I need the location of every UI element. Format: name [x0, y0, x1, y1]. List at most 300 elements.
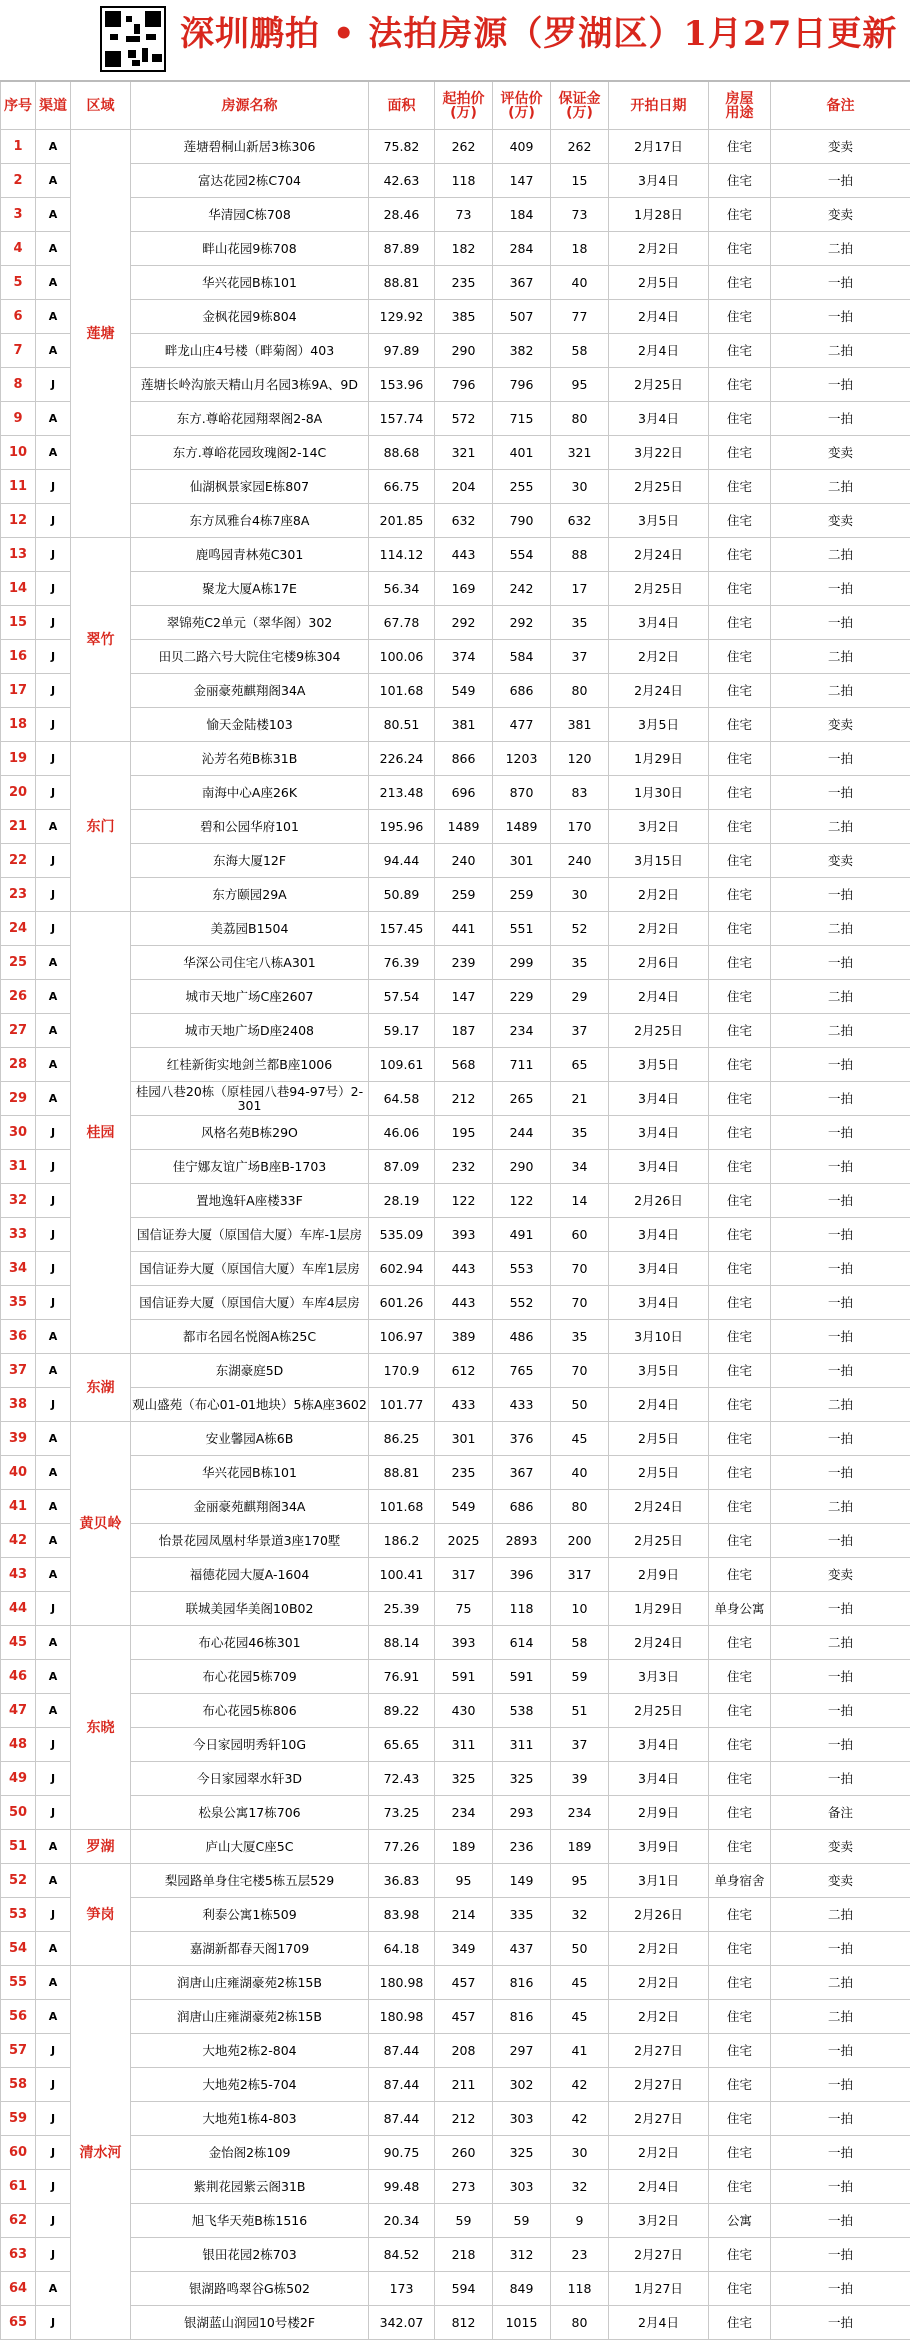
cell-usage: 住宅: [709, 742, 771, 776]
cell-start-price: 240: [435, 844, 493, 878]
cell-appraisal: 335: [493, 1898, 551, 1932]
cell-start-price: 325: [435, 1762, 493, 1796]
cell-name: 都市名园名悦阁A栋25C: [131, 1320, 369, 1354]
cell-channel: A: [36, 1558, 71, 1592]
cell-area: 226.24: [369, 742, 435, 776]
cell-name: 今日家园翠水轩3D: [131, 1762, 369, 1796]
cell-channel: J: [36, 844, 71, 878]
cell-seq: 30: [1, 1116, 36, 1150]
cell-usage: 住宅: [709, 776, 771, 810]
table-row: [1, 980, 910, 1014]
cell-start-price: 457: [435, 2000, 493, 2034]
cell-area: 601.26: [369, 1286, 435, 1320]
table-row: [1, 1728, 910, 1762]
cell-date: 3月4日: [609, 1252, 709, 1286]
cell-deposit: 30: [551, 470, 609, 504]
cell-note: 一拍: [771, 1592, 910, 1626]
cell-deposit: 15: [551, 164, 609, 198]
header-col-start-price: 起拍价 (万): [435, 81, 493, 130]
cell-channel: J: [36, 2136, 71, 2170]
cell-start-price: 321: [435, 436, 493, 470]
cell-name: 红桂新街实地剑兰都B座1006: [131, 1048, 369, 1082]
cell-appraisal: 293: [493, 1796, 551, 1830]
cell-area: 180.98: [369, 2000, 435, 2034]
cell-area: 100.41: [369, 1558, 435, 1592]
cell-usage: 住宅: [709, 606, 771, 640]
cell-date: 3月4日: [609, 1082, 709, 1116]
cell-deposit: 83: [551, 776, 609, 810]
cell-note: 一拍: [771, 1456, 910, 1490]
cell-seq: 43: [1, 1558, 36, 1592]
table-header-row: [1, 81, 910, 130]
cell-appraisal: 376: [493, 1422, 551, 1456]
cell-start-price: 182: [435, 232, 493, 266]
cell-usage: 住宅: [709, 2034, 771, 2068]
cell-date: 3月2日: [609, 2204, 709, 2238]
cell-area: 129.92: [369, 300, 435, 334]
cell-appraisal: 122: [493, 1184, 551, 1218]
cell-channel: J: [36, 708, 71, 742]
cell-area: 101.68: [369, 1490, 435, 1524]
cell-area: 76.91: [369, 1660, 435, 1694]
table-row: [1, 2102, 910, 2136]
cell-seq: 64: [1, 2272, 36, 2306]
cell-start-price: 73: [435, 198, 493, 232]
cell-name: 银湖路鸣翠谷G栋502: [131, 2272, 369, 2306]
table-row: [1, 1184, 910, 1218]
cell-usage: 住宅: [709, 2136, 771, 2170]
cell-note: 一拍: [771, 402, 910, 436]
cell-appraisal: 553: [493, 1252, 551, 1286]
cell-date: 2月26日: [609, 1184, 709, 1218]
cell-name: 仙湖枫景家园E栋807: [131, 470, 369, 504]
cell-usage: 住宅: [709, 1218, 771, 1252]
cell-area: 114.12: [369, 538, 435, 572]
cell-start-price: 443: [435, 1286, 493, 1320]
cell-name: 东方凤雅台4栋7座8A: [131, 504, 369, 538]
cell-name: 莲塘长岭沟旅天精山月名园3栋9A、9D: [131, 368, 369, 402]
cell-seq: 29: [1, 1082, 36, 1116]
cell-date: 2月2日: [609, 2136, 709, 2170]
cell-channel: J: [36, 470, 71, 504]
cell-channel: J: [36, 1898, 71, 1932]
cell-seq: 55: [1, 1966, 36, 2000]
cell-start-price: 262: [435, 130, 493, 164]
table-row: [1, 232, 910, 266]
cell-channel: J: [36, 2068, 71, 2102]
cell-area: 99.48: [369, 2170, 435, 2204]
cell-date: 2月25日: [609, 368, 709, 402]
cell-note: 一拍: [771, 2272, 910, 2306]
cell-area: 87.09: [369, 1150, 435, 1184]
cell-area: 46.06: [369, 1116, 435, 1150]
cell-area: 84.52: [369, 2238, 435, 2272]
cell-start-price: 374: [435, 640, 493, 674]
cell-area: 88.81: [369, 266, 435, 300]
cell-name: 大地苑2栋2-804: [131, 2034, 369, 2068]
cell-name: 庐山大厦C座5C: [131, 1830, 369, 1864]
table-row: [1, 912, 910, 946]
cell-appraisal: 259: [493, 878, 551, 912]
cell-usage: 住宅: [709, 334, 771, 368]
cell-deposit: 39: [551, 1762, 609, 1796]
cell-note: 一拍: [771, 1048, 910, 1082]
cell-usage: 住宅: [709, 436, 771, 470]
cell-name: 田贝二路六号大院住宅楼9栋304: [131, 640, 369, 674]
cell-channel: A: [36, 1320, 71, 1354]
cell-name: 莲塘碧桐山新居3栋306: [131, 130, 369, 164]
cell-date: 1月30日: [609, 776, 709, 810]
table-row: [1, 674, 910, 708]
cell-channel: J: [36, 1218, 71, 1252]
cell-region: 莲塘: [71, 130, 131, 538]
table-row: [1, 368, 910, 402]
cell-appraisal: 396: [493, 1558, 551, 1592]
cell-note: 二拍: [771, 810, 910, 844]
header-col-appraisal: 评估价 (万): [493, 81, 551, 130]
cell-name: 国信证券大厦（原国信大厦）车库-1层房: [131, 1218, 369, 1252]
cell-note: 一拍: [771, 2034, 910, 2068]
cell-area: 180.98: [369, 1966, 435, 2000]
header-col-note: 备注: [771, 81, 910, 130]
cell-usage: 住宅: [709, 674, 771, 708]
cell-usage: 住宅: [709, 1014, 771, 1048]
cell-channel: A: [36, 1626, 71, 1660]
cell-channel: A: [36, 232, 71, 266]
cell-start-price: 169: [435, 572, 493, 606]
header-col-region: 区域: [71, 81, 131, 130]
cell-start-price: 812: [435, 2306, 493, 2340]
cell-date: 2月24日: [609, 674, 709, 708]
cell-name: 置地逸轩A座楼33F: [131, 1184, 369, 1218]
table-row: [1, 1456, 910, 1490]
cell-deposit: 18: [551, 232, 609, 266]
cell-appraisal: 551: [493, 912, 551, 946]
cell-region: 桂园: [71, 912, 131, 1354]
qr-code-icon: [100, 6, 166, 72]
cell-region: 笋岗: [71, 1864, 131, 1966]
cell-area: 59.17: [369, 1014, 435, 1048]
cell-deposit: 45: [551, 1422, 609, 1456]
cell-start-price: 208: [435, 2034, 493, 2068]
cell-usage: 住宅: [709, 1932, 771, 1966]
cell-deposit: 52: [551, 912, 609, 946]
cell-appraisal: 870: [493, 776, 551, 810]
cell-start-price: 393: [435, 1218, 493, 1252]
cell-channel: A: [36, 266, 71, 300]
cell-note: 一拍: [771, 1354, 910, 1388]
cell-name: 银湖蓝山润园10号楼2F: [131, 2306, 369, 2340]
cell-date: 3月4日: [609, 1218, 709, 1252]
cell-appraisal: 790: [493, 504, 551, 538]
cell-appraisal: 290: [493, 1150, 551, 1184]
cell-usage: 住宅: [709, 1184, 771, 1218]
cell-usage: 住宅: [709, 2238, 771, 2272]
cell-appraisal: 816: [493, 2000, 551, 2034]
table-row: [1, 2034, 910, 2068]
cell-deposit: 30: [551, 878, 609, 912]
cell-date: 2月27日: [609, 2238, 709, 2272]
cell-deposit: 58: [551, 334, 609, 368]
cell-name: 华清园C栋708: [131, 198, 369, 232]
cell-area: 65.65: [369, 1728, 435, 1762]
cell-usage: 住宅: [709, 980, 771, 1014]
cell-area: 87.89: [369, 232, 435, 266]
cell-note: 一拍: [771, 1422, 910, 1456]
cell-start-price: 214: [435, 1898, 493, 1932]
cell-channel: A: [36, 980, 71, 1014]
cell-usage: 住宅: [709, 1728, 771, 1762]
cell-deposit: 40: [551, 266, 609, 300]
cell-name: 国信证券大厦（原国信大厦）车库1层房: [131, 1252, 369, 1286]
cell-seq: 34: [1, 1252, 36, 1286]
cell-channel: A: [36, 164, 71, 198]
cell-deposit: 21: [551, 1082, 609, 1116]
cell-channel: A: [36, 402, 71, 436]
cell-area: 90.75: [369, 2136, 435, 2170]
cell-date: 3月4日: [609, 1150, 709, 1184]
cell-date: 2月25日: [609, 470, 709, 504]
cell-usage: 住宅: [709, 1490, 771, 1524]
cell-deposit: 70: [551, 1252, 609, 1286]
cell-deposit: 45: [551, 2000, 609, 2034]
page-title: 深圳鹏拍 • 法拍房源（罗湖区）1月27日更新: [180, 14, 898, 54]
cell-channel: J: [36, 674, 71, 708]
cell-appraisal: 1015: [493, 2306, 551, 2340]
cell-usage: 住宅: [709, 2272, 771, 2306]
cell-name: 旭飞华天苑B栋1516: [131, 2204, 369, 2238]
cell-note: 一拍: [771, 1660, 910, 1694]
cell-seq: 36: [1, 1320, 36, 1354]
cell-deposit: 37: [551, 1014, 609, 1048]
cell-date: 3月5日: [609, 708, 709, 742]
cell-usage: 住宅: [709, 368, 771, 402]
cell-seq: 21: [1, 810, 36, 844]
cell-appraisal: 765: [493, 1354, 551, 1388]
cell-usage: 住宅: [709, 1966, 771, 2000]
cell-start-price: 95: [435, 1864, 493, 1898]
cell-seq: 49: [1, 1762, 36, 1796]
table-row: [1, 810, 910, 844]
cell-deposit: 80: [551, 674, 609, 708]
table-row: [1, 708, 910, 742]
cell-channel: J: [36, 606, 71, 640]
cell-name: 利泰公寓1栋509: [131, 1898, 369, 1932]
cell-deposit: 118: [551, 2272, 609, 2306]
cell-note: 一拍: [771, 742, 910, 776]
cell-start-price: 549: [435, 1490, 493, 1524]
cell-channel: J: [36, 1150, 71, 1184]
cell-start-price: 259: [435, 878, 493, 912]
cell-name: 东湖豪庭5D: [131, 1354, 369, 1388]
cell-name: 城市天地广场D座2408: [131, 1014, 369, 1048]
cell-seq: 26: [1, 980, 36, 1014]
cell-appraisal: 302: [493, 2068, 551, 2102]
table-row: [1, 538, 910, 572]
cell-name: 华兴花园B栋101: [131, 1456, 369, 1490]
cell-name: 松泉公寓17栋706: [131, 1796, 369, 1830]
cell-deposit: 95: [551, 1864, 609, 1898]
cell-note: 二拍: [771, 1966, 910, 2000]
cell-area: 75.82: [369, 130, 435, 164]
cell-name: 华深公司住宅八栋A301: [131, 946, 369, 980]
cell-deposit: 80: [551, 2306, 609, 2340]
cell-date: 3月5日: [609, 504, 709, 538]
cell-appraisal: 244: [493, 1116, 551, 1150]
cell-name: 桂园八巷20栋（原桂园八巷94-97号）2-301: [131, 1082, 369, 1116]
cell-area: 157.45: [369, 912, 435, 946]
cell-appraisal: 538: [493, 1694, 551, 1728]
cell-start-price: 385: [435, 300, 493, 334]
cell-start-price: 239: [435, 946, 493, 980]
table-row: [1, 2068, 910, 2102]
cell-start-price: 211: [435, 2068, 493, 2102]
cell-channel: J: [36, 2238, 71, 2272]
table-row: [1, 1592, 910, 1626]
cell-channel: J: [36, 912, 71, 946]
cell-date: 3月5日: [609, 1048, 709, 1082]
cell-usage: 住宅: [709, 1558, 771, 1592]
cell-appraisal: 118: [493, 1592, 551, 1626]
cell-name: 愉天金陆楼103: [131, 708, 369, 742]
cell-usage: 住宅: [709, 1456, 771, 1490]
cell-deposit: 45: [551, 1966, 609, 2000]
cell-name: 怡景花园凤凰村华景道3座170墅: [131, 1524, 369, 1558]
cell-name: 布心花园5栋806: [131, 1694, 369, 1728]
cell-deposit: 37: [551, 640, 609, 674]
cell-name: 联城美园华美阁10B02: [131, 1592, 369, 1626]
cell-name: 畔龙山庄4号楼（畔菊阁）403: [131, 334, 369, 368]
table-row: [1, 1490, 910, 1524]
cell-channel: A: [36, 1422, 71, 1456]
cell-area: 20.34: [369, 2204, 435, 2238]
cell-channel: J: [36, 2102, 71, 2136]
cell-start-price: 290: [435, 334, 493, 368]
cell-area: 72.43: [369, 1762, 435, 1796]
cell-deposit: 60: [551, 1218, 609, 1252]
cell-date: 2月4日: [609, 2306, 709, 2340]
cell-start-price: 1489: [435, 810, 493, 844]
cell-usage: 住宅: [709, 130, 771, 164]
header-col-area: 面积: [369, 81, 435, 130]
cell-area: 173: [369, 2272, 435, 2306]
cell-name: 金丽豪苑麒翔阁34A: [131, 674, 369, 708]
cell-seq: 65: [1, 2306, 36, 2340]
cell-deposit: 37: [551, 1728, 609, 1762]
cell-name: 紫荆花园紫云阁31B: [131, 2170, 369, 2204]
table-row: [1, 776, 910, 810]
cell-area: 73.25: [369, 1796, 435, 1830]
cell-note: 二拍: [771, 2000, 910, 2034]
cell-start-price: 612: [435, 1354, 493, 1388]
cell-note: 二拍: [771, 334, 910, 368]
cell-appraisal: 507: [493, 300, 551, 334]
cell-usage: 单身宿舍: [709, 1864, 771, 1898]
cell-seq: 19: [1, 742, 36, 776]
table-row: [1, 1218, 910, 1252]
cell-note: 二拍: [771, 1626, 910, 1660]
cell-area: 186.2: [369, 1524, 435, 1558]
cell-area: 87.44: [369, 2034, 435, 2068]
cell-start-price: 381: [435, 708, 493, 742]
cell-deposit: 120: [551, 742, 609, 776]
cell-deposit: 321: [551, 436, 609, 470]
cell-note: 二拍: [771, 1388, 910, 1422]
cell-seq: 15: [1, 606, 36, 640]
table-row: [1, 198, 910, 232]
cell-channel: J: [36, 1116, 71, 1150]
cell-seq: 24: [1, 912, 36, 946]
cell-usage: 住宅: [709, 1762, 771, 1796]
cell-usage: 住宅: [709, 2000, 771, 2034]
cell-name: 梨园路单身住宅楼5栋五层529: [131, 1864, 369, 1898]
cell-start-price: 317: [435, 1558, 493, 1592]
table-row: [1, 1558, 910, 1592]
cell-usage: 住宅: [709, 2170, 771, 2204]
table-row: [1, 2306, 910, 2340]
cell-deposit: 70: [551, 1354, 609, 1388]
cell-channel: A: [36, 810, 71, 844]
cell-seq: 16: [1, 640, 36, 674]
table-row: [1, 1320, 910, 1354]
cell-appraisal: 149: [493, 1864, 551, 1898]
cell-start-price: 232: [435, 1150, 493, 1184]
cell-channel: J: [36, 2170, 71, 2204]
cell-seq: 53: [1, 1898, 36, 1932]
cell-date: 2月2日: [609, 912, 709, 946]
cell-appraisal: 312: [493, 2238, 551, 2272]
table-row: [1, 504, 910, 538]
header-col-seq: 序号: [1, 81, 36, 130]
table-row: [1, 2136, 910, 2170]
cell-area: 83.98: [369, 1898, 435, 1932]
cell-deposit: 189: [551, 1830, 609, 1864]
cell-seq: 31: [1, 1150, 36, 1184]
cell-area: 36.83: [369, 1864, 435, 1898]
cell-area: 101.77: [369, 1388, 435, 1422]
table-row: [1, 266, 910, 300]
cell-deposit: 35: [551, 946, 609, 980]
cell-start-price: 235: [435, 1456, 493, 1490]
cell-appraisal: 477: [493, 708, 551, 742]
cell-date: 2月6日: [609, 946, 709, 980]
cell-seq: 38: [1, 1388, 36, 1422]
table-row: [1, 470, 910, 504]
cell-note: 一拍: [771, 300, 910, 334]
cell-area: 87.44: [369, 2068, 435, 2102]
cell-region: 清水河: [71, 1966, 131, 2340]
cell-appraisal: 59: [493, 2204, 551, 2238]
cell-note: 二拍: [771, 538, 910, 572]
cell-start-price: 292: [435, 606, 493, 640]
cell-area: 86.25: [369, 1422, 435, 1456]
cell-seq: 12: [1, 504, 36, 538]
cell-seq: 14: [1, 572, 36, 606]
cell-start-price: 796: [435, 368, 493, 402]
cell-channel: A: [36, 1660, 71, 1694]
cell-channel: A: [36, 1864, 71, 1898]
cell-seq: 18: [1, 708, 36, 742]
cell-appraisal: 1489: [493, 810, 551, 844]
cell-seq: 50: [1, 1796, 36, 1830]
cell-start-price: 187: [435, 1014, 493, 1048]
cell-seq: 56: [1, 2000, 36, 2034]
cell-name: 畔山花园9栋708: [131, 232, 369, 266]
cell-date: 3月4日: [609, 402, 709, 436]
cell-area: 109.61: [369, 1048, 435, 1082]
cell-area: 100.06: [369, 640, 435, 674]
cell-seq: 51: [1, 1830, 36, 1864]
